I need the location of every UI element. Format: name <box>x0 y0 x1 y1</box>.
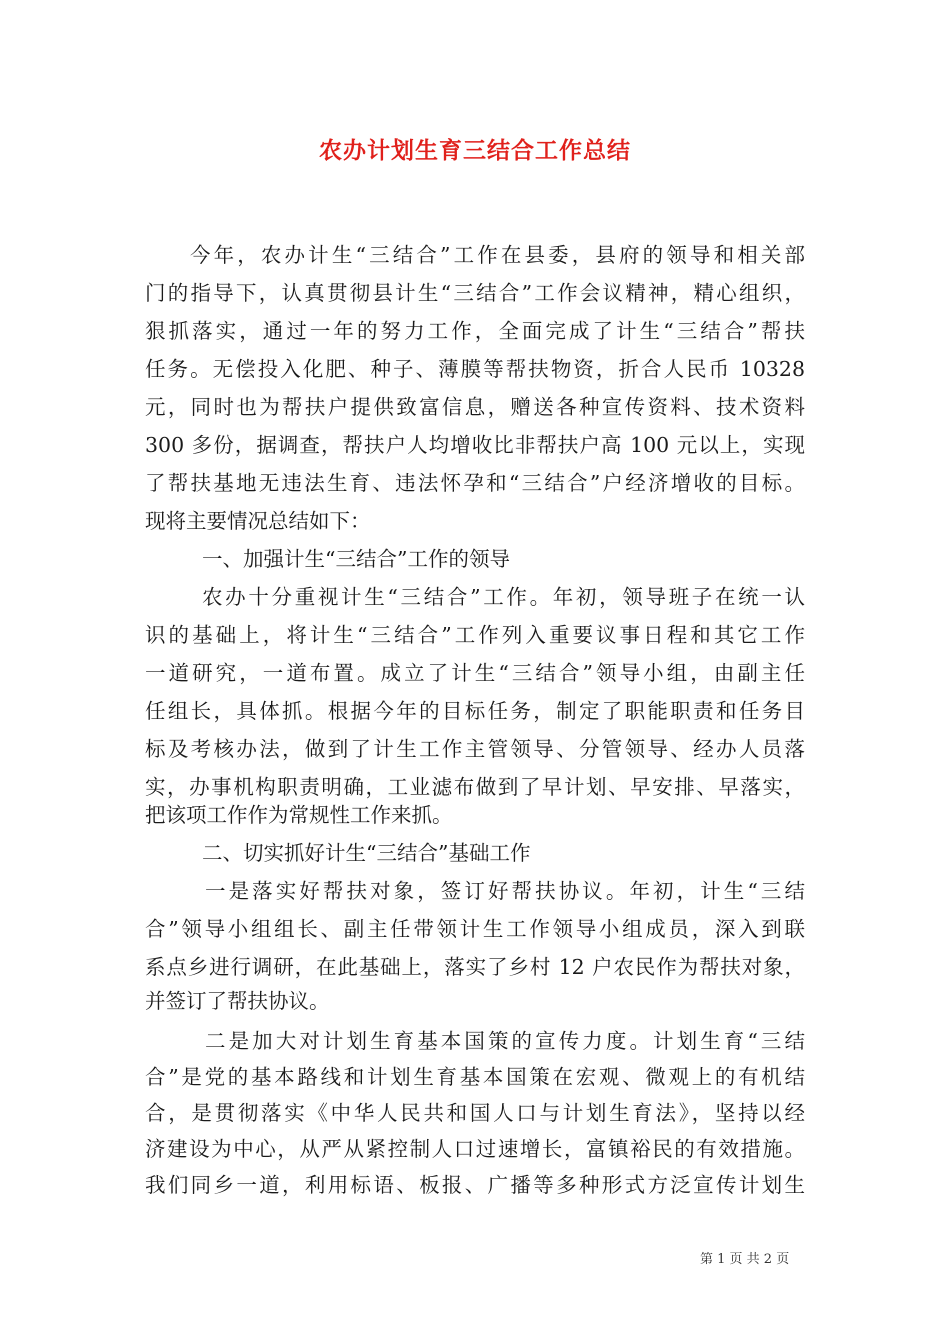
text-line: 了帮扶基地无违法生育、违法怀孕和“三结合”户经济增收的目标。 <box>145 471 805 495</box>
text-line: 实，办事机构职责明确，工业滤布做到了早计划、早安排、早落实， <box>145 775 805 799</box>
text-line: 元，同时也为帮扶户提供致富信息，赠送各种宣传资料、技术资料 <box>145 395 805 419</box>
text-line: 一道研究，一道布置。成立了计生“三结合”领导小组，由副主任 <box>145 661 805 685</box>
text-line: 合”是党的基本路线和计划生育基本国策在宏观、微观上的有机结 <box>145 1065 805 1089</box>
page-footer: 第 1 页 共 2 页 <box>700 1252 790 1267</box>
text-line: 狠抓落实，通过一年的努力工作，全面完成了计生“三结合”帮扶 <box>145 319 805 343</box>
text-line: 一是落实好帮扶对象，签订好帮扶协议。年初，计生“三结 <box>205 879 805 903</box>
section-heading: 二、切实抓好计生“三结合”基础工作 <box>202 841 531 865</box>
text-line: 门的指导下，认真贯彻县计生“三结合”工作会议精神，精心组织， <box>145 281 805 305</box>
text-line: 任务。无偿投入化肥、种子、薄膜等帮扶物资，折合人民币 10328 <box>145 357 805 381</box>
text-line: 识的基础上，将计生“三结合”工作列入重要议事日程和其它工作 <box>145 623 805 647</box>
text-line: 今年，农办计生“三结合”工作在县委，县府的领导和相关部 <box>190 243 805 267</box>
text-line: 标及考核办法，做到了计生工作主管领导、分管领导、经办人员落 <box>145 737 805 761</box>
text-line: 任组长，具体抓。根据今年的目标任务，制定了职能职责和任务目 <box>145 699 805 723</box>
text-line: 合”领导小组组长、副主任带领计生工作领导小组成员，深入到联 <box>145 917 805 941</box>
section-heading: 一、加强计生“三结合”工作的领导 <box>202 547 510 571</box>
document-title: 农办计划生育三结合工作总结 <box>319 137 631 164</box>
text-line: 合，是贯彻落实《中华人民共和国人口与计划生育法》，坚持以经 <box>145 1101 805 1125</box>
text-line: 二是加大对计划生育基本国策的宣传力度。计划生育“三结 <box>205 1029 805 1053</box>
text-line: 现将主要情况总结如下： <box>145 509 371 533</box>
text-line: 我们同乡一道，利用标语、板报、广播等多种形式方泛宣传计划生 <box>145 1173 805 1197</box>
text-line: 300 多份，据调查，帮扶户人均增收比非帮扶户高 100 元以上，实现 <box>145 433 805 457</box>
text-line: 系点乡进行调研，在此基础上，落实了乡村 12 户农民作为帮扶对象， <box>145 955 805 979</box>
text-line: 把该项工作作为常规性工作来抓。 <box>145 803 453 827</box>
text-line: 济建设为中心，从严从紧控制人口过速增长，富镇裕民的有效措施。 <box>145 1137 805 1161</box>
text-line: 农办十分重视计生“三结合”工作。年初，领导班子在统一认 <box>202 585 805 609</box>
text-line: 并签订了帮扶协议。 <box>145 989 330 1013</box>
